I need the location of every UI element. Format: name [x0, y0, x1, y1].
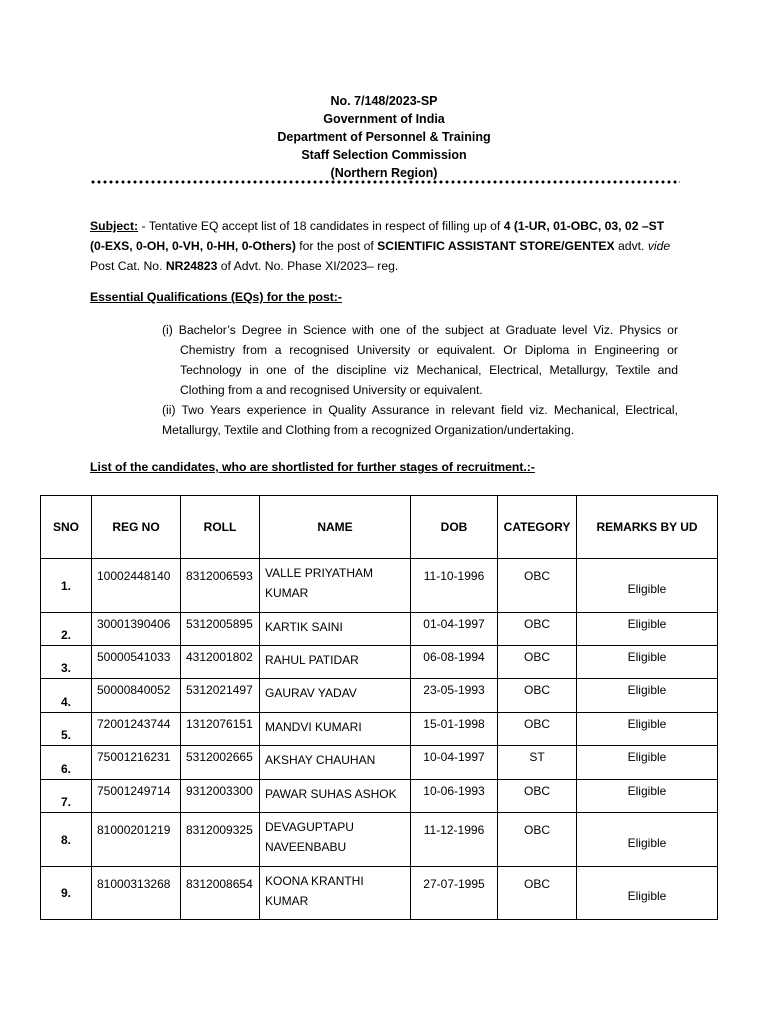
cell-roll: 8312006593	[181, 559, 260, 613]
cell-category: OBC	[498, 780, 577, 813]
col-header-sno: SNO	[41, 496, 92, 559]
table-row	[41, 613, 718, 646]
cell-remarks: Eligible	[577, 780, 718, 813]
cell-sno: 5.	[41, 713, 92, 746]
table-row	[41, 713, 718, 746]
subject-text-3: advt.	[614, 239, 648, 253]
cell-roll: 8312009325	[181, 813, 260, 867]
cell-name: VALLE PRIYATHAM KUMAR	[260, 559, 411, 613]
cell-roll: 4312001802	[181, 646, 260, 679]
order-number: No. 7/148/2023-SP	[330, 94, 438, 108]
cell-roll: 8312008654	[181, 867, 260, 920]
cell-category: OBC	[498, 813, 577, 867]
cell-sno: 4.	[41, 679, 92, 713]
cell-name: KOONA KRANTHI KUMAR	[260, 867, 411, 920]
cell-name: AKSHAY CHAUHAN	[260, 746, 411, 780]
candidate-table	[40, 495, 718, 920]
cell-sno: 1.	[41, 559, 92, 613]
cell-name: RAHUL PATIDAR	[260, 646, 411, 679]
col-header-reg-no: REG NO	[92, 496, 181, 559]
cell-category: ST	[498, 746, 577, 780]
cell-remarks: Eligible	[577, 867, 718, 920]
table-row	[41, 780, 718, 813]
cell-category: OBC	[498, 559, 577, 613]
subject-text-1: - Tentative EQ accept list of 18 candidates in respect of filling up of	[138, 219, 504, 233]
col-header-dob: DOB	[411, 496, 498, 559]
subject-text-4: Post Cat. No.	[90, 259, 166, 273]
cell-category: OBC	[498, 867, 577, 920]
post-category-number: NR24823	[165, 259, 218, 273]
cell-remarks: Eligible	[577, 813, 718, 867]
cell-sno: 2.	[41, 613, 92, 646]
table-header-row	[41, 496, 718, 559]
document-header	[0, 92, 768, 182]
cell-sno: 8.	[41, 813, 92, 867]
cell-name: KARTIK SAINI	[260, 613, 411, 646]
cell-dob: 23-05-1993	[411, 679, 498, 713]
cell-sno: 3.	[41, 646, 92, 679]
subject-text-5: of Advt. No. Phase XI/2023– reg.	[217, 259, 399, 273]
region-name: (Northern Region)	[330, 166, 438, 180]
cell-reg-no: 81000313268	[92, 867, 181, 920]
col-header-category: CATEGORY	[498, 496, 577, 559]
cell-reg-no: 75001216231	[92, 746, 181, 780]
eq-item-1: (i) Bachelor’s Degree in Science with one of the subject at Graduate level Viz. Physics or Chemistry from a recognised University or equivalent. Or Diploma in Engineering or Technology in one of the discipline viz Mechanical, Electrical, Metallurgy, Textile and Clothing from a and recognised University or equivalent.	[162, 323, 678, 397]
cell-remarks: Eligible	[577, 679, 718, 713]
cell-category: OBC	[498, 646, 577, 679]
subject-paragraph	[90, 216, 680, 276]
vide-word: vide	[647, 239, 671, 253]
col-header-roll: ROLL	[181, 496, 260, 559]
table-row	[41, 559, 718, 613]
cell-category: OBC	[498, 679, 577, 713]
table-row	[41, 746, 718, 780]
candidate-list-heading: List of the candidates, who are shortlisted for further stages of recruitment.:-	[90, 460, 535, 474]
table-row	[41, 679, 718, 713]
eq-item-2: (ii) Two Years experience in Quality Assurance in relevant field viz. Mechanical, Electrical, Metallurgy, Textile and Clothing from a recognized Organization/undertaking.	[162, 403, 678, 437]
subject-text-2: for the post of	[295, 239, 378, 253]
cell-reg-no: 30001390406	[92, 613, 181, 646]
cell-category: OBC	[498, 613, 577, 646]
cell-dob: 01-04-1997	[411, 613, 498, 646]
cell-sno: 6.	[41, 746, 92, 780]
cell-reg-no: 10002448140	[92, 559, 181, 613]
government-name: Government of India	[323, 112, 445, 126]
cell-roll: 5312002665	[181, 746, 260, 780]
cell-remarks: Eligible	[577, 613, 718, 646]
vacancy-details: 4 (1-UR, 01-OBC, 03, 02 –ST (0-EXS, 0-OH, 0-VH, 0-HH, 0-Others)	[90, 219, 665, 253]
table-row	[41, 813, 718, 867]
commission-name: Staff Selection Commission	[301, 148, 467, 162]
col-header-name: NAME	[260, 496, 411, 559]
eq-heading: Essential Qualifications (EQs) for the post:-	[90, 290, 342, 304]
cell-reg-no: 72001243744	[92, 713, 181, 746]
cell-roll: 9312003300	[181, 780, 260, 813]
cell-roll: 5312021497	[181, 679, 260, 713]
cell-dob: 11-12-1996	[411, 813, 498, 867]
cell-remarks: Eligible	[577, 713, 718, 746]
dotted-divider	[90, 180, 680, 184]
eq-list	[162, 320, 678, 440]
cell-roll: 1312076151	[181, 713, 260, 746]
cell-category: OBC	[498, 713, 577, 746]
cell-name: PAWAR SUHAS ASHOK	[260, 780, 411, 813]
subject-label: Subject:	[90, 219, 139, 233]
cell-name: GAURAV YADAV	[260, 679, 411, 713]
col-header-remarks: REMARKS BY UD	[577, 496, 718, 559]
cell-dob: 27-07-1995	[411, 867, 498, 920]
cell-reg-no: 50000840052	[92, 679, 181, 713]
cell-reg-no: 75001249714	[92, 780, 181, 813]
cell-dob: 15-01-1998	[411, 713, 498, 746]
cell-remarks: Eligible	[577, 646, 718, 679]
cell-dob: 10-04-1997	[411, 746, 498, 780]
table-row	[41, 867, 718, 920]
cell-reg-no: 81000201219	[92, 813, 181, 867]
cell-name: DEVAGUPTAPU NAVEENBABU	[260, 813, 411, 867]
cell-reg-no: 50000541033	[92, 646, 181, 679]
department-name: Department of Personnel & Training	[277, 130, 491, 144]
cell-roll: 5312005895	[181, 613, 260, 646]
table-row	[41, 646, 718, 679]
cell-sno: 9.	[41, 867, 92, 920]
cell-dob: 06-08-1994	[411, 646, 498, 679]
cell-remarks: Eligible	[577, 746, 718, 780]
cell-dob: 11-10-1996	[411, 559, 498, 613]
cell-remarks: Eligible	[577, 559, 718, 613]
cell-sno: 7.	[41, 780, 92, 813]
cell-name: MANDVI KUMARI	[260, 713, 411, 746]
cell-dob: 10-06-1993	[411, 780, 498, 813]
post-name: SCIENTIFIC ASSISTANT STORE/GENTEX	[377, 239, 615, 253]
